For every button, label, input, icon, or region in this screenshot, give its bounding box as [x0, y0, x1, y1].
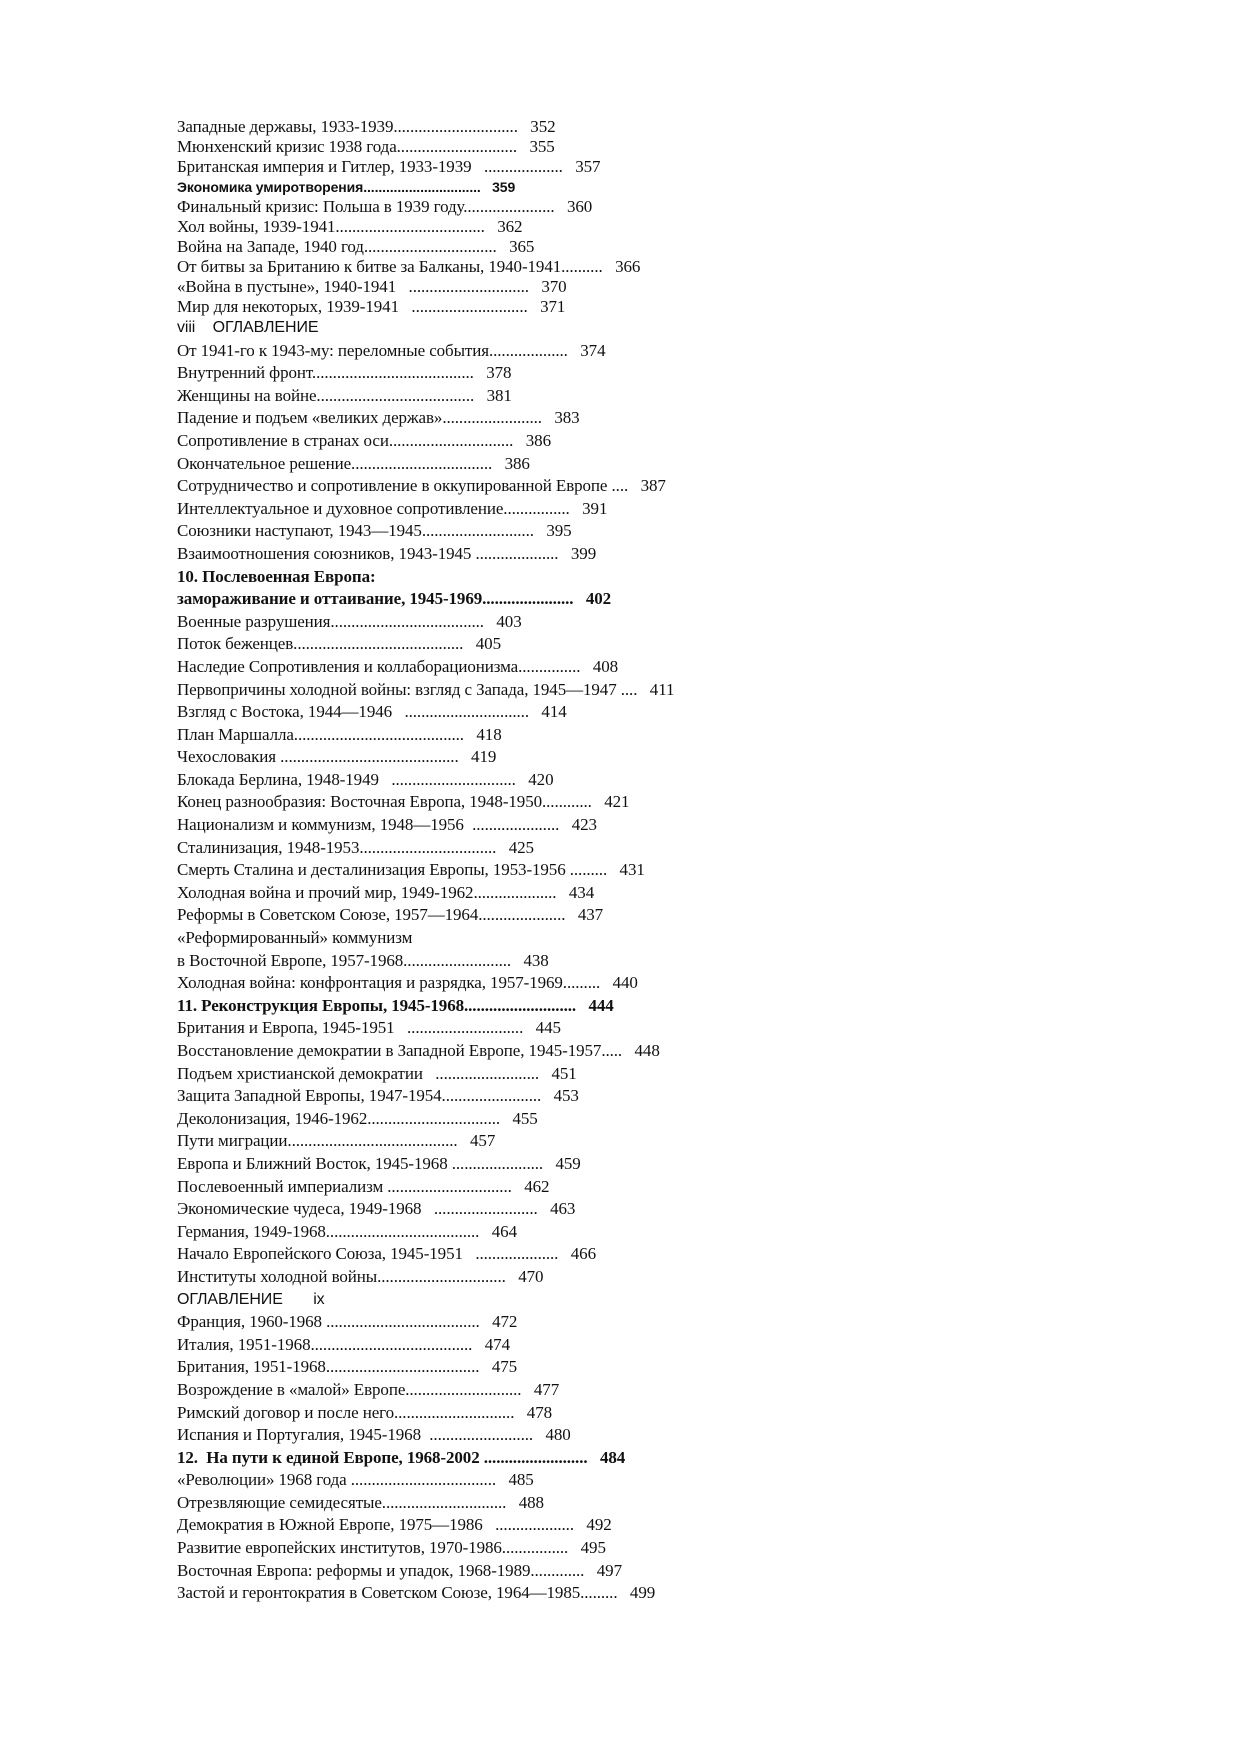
toc-entry: Римский договор и после него............................. 478 — [177, 1402, 553, 1422]
toc-entry: Пути миграции......................................... 457 — [177, 1131, 496, 1151]
toc-entry: Окончательное решение.................................. 386 — [177, 453, 530, 473]
toc-entry: Смерть Сталина и десталинизация Европы, 1953-1956 ......... 431 — [177, 860, 645, 880]
toc-entry: Первопричины холодной войны: взгляд с Запада, 1945—1947 .... 411 — [177, 679, 675, 699]
toc-entry: Британия и Европа, 1945-1951 ............................ 445 — [177, 1018, 561, 1038]
toc-entry: Европа и Ближний Восток, 1945-1968 ...................... 459 — [177, 1153, 581, 1173]
toc-entry: Экономические чудеса, 1949-1968 ......................... 463 — [177, 1199, 576, 1219]
toc-entry: Наследие Сопротивления и коллаборационизма............... 408 — [177, 656, 619, 676]
toc-entry: viii ОГЛАВЛЕНИЕ — [177, 319, 319, 336]
toc-entry: Женщины на войне...................................... 381 — [177, 385, 512, 405]
toc-entry: Союзники наступают, 1943—1945........................... 395 — [177, 521, 572, 541]
toc-entry: Экономика умиротворения............................... 359 — [177, 179, 516, 195]
toc-entry: 11. Реконструкция Европы, 1945-1968........................... 444 — [177, 995, 614, 1015]
toc-entry: «Война в пустыне», 1940-1941 ............................. 370 — [177, 277, 567, 296]
toc-entry: Поток беженцев......................................... 405 — [177, 634, 501, 654]
toc-entry: Институты холодной войны............................... 470 — [177, 1266, 544, 1286]
toc-entry: «Реформированный» коммунизм — [177, 928, 413, 948]
toc-entry: Восстановление демократии в Западной Европе, 1945-1957..... 448 — [177, 1041, 660, 1060]
toc-entry: Отрезвляющие семидесятые.............................. 488 — [177, 1492, 544, 1512]
toc-entry: Возрождение в «малой» Европе............................ 477 — [177, 1379, 560, 1399]
toc-entry: в Восточной Европе, 1957-1968.......................... 438 — [177, 950, 549, 970]
toc-entry: От битвы за Британию к битве за Балканы, 1940-1941.......... 366 — [177, 257, 641, 276]
toc-entry: «Революции» 1968 года ................................... 485 — [177, 1470, 534, 1490]
toc-entry: Холодная война и прочий мир, 1949-1962.................... 434 — [177, 882, 595, 902]
toc-entry: Падение и подъем «великих держав»........................ 383 — [177, 408, 580, 428]
toc-entry: Застой и геронтократия в Советском Союзе, 1964—1985......... 499 — [177, 1583, 656, 1603]
toc-entry: Подъем христианской демократии ......................... 451 — [177, 1063, 577, 1083]
toc-entry: От 1941-го к 1943-му: переломные события................... 374 — [177, 340, 606, 360]
toc-entry: замораживание и оттаивание, 1945-1969...................... 402 — [177, 589, 612, 609]
toc-entry: Чехословакия ........................................... 419 — [177, 747, 497, 767]
table-of-contents — [177, 117, 1177, 1605]
toc-entry: Конец разнообразия: Восточная Европа, 1948-1950............ 421 — [177, 792, 630, 812]
toc-entry: Взаимоотношения союзников, 1943-1945 .................... 399 — [177, 543, 597, 563]
toc-entry: Британия, 1951-1968..................................... 475 — [177, 1357, 518, 1377]
toc-entry: Развитие европейских институтов, 1970-1986................ 495 — [177, 1538, 606, 1558]
toc-entry: Сталинизация, 1948-1953................................. 425 — [177, 837, 534, 857]
toc-entry: Интеллектуальное и духовное сопротивление................ 391 — [177, 498, 608, 518]
toc-entry: Деколонизация, 1946-1962................................ 455 — [177, 1108, 538, 1128]
toc-entry: Блокада Берлина, 1948-1949 .............................. 420 — [177, 769, 554, 789]
toc-entry: Военные разрушения..................................... 403 — [177, 611, 522, 631]
toc-entry: Начало Европейского Союза, 1945-1951 .................... 466 — [177, 1244, 596, 1264]
toc-entry: Реформы в Советском Союзе, 1957—1964..................... 437 — [177, 905, 604, 925]
toc-entry: Холодная война: конфронтация и разрядка, 1957-1969......... 440 — [177, 973, 638, 993]
toc-entry: Франция, 1960-1968 ..................................... 472 — [177, 1312, 518, 1332]
toc-entry: 12. На пути к единой Европе, 1968-2002 ......................... 484 — [177, 1447, 626, 1467]
toc-entry: Национализм и коммунизм, 1948—1956 ..................... 423 — [177, 815, 597, 835]
toc-entry: Западные державы, 1933-1939.............................. 352 — [177, 117, 556, 136]
toc-entry: Сопротивление в странах оси.............................. 386 — [177, 430, 551, 450]
toc-entry: Финальный кризис: Польша в 1939 году...................... 360 — [177, 197, 593, 216]
toc-entry: 10. Послевоенная Европа: — [177, 566, 376, 586]
toc-entry: Мир для некоторых, 1939-1941 ............................ 371 — [177, 297, 566, 316]
toc-entry: Война на Западе, 1940 год................................ 365 — [177, 237, 535, 256]
toc-entry: Защита Западной Европы, 1947-1954........................ 453 — [177, 1086, 579, 1106]
toc-entry: Мюнхенский кризис 1938 года............................. 355 — [177, 137, 555, 156]
toc-entry: Германия, 1949-1968..................................... 464 — [177, 1221, 517, 1241]
toc-entry: Испания и Португалия, 1945-1968 ......................... 480 — [177, 1425, 571, 1445]
toc-entry: ОГЛАВЛЕНИЕ ix — [177, 1290, 325, 1308]
toc-entry: Италия, 1951-1968....................................... 474 — [177, 1334, 510, 1354]
toc-entry: План Маршалла......................................... 418 — [177, 724, 502, 744]
toc-entry: Сотрудничество и сопротивление в оккупированной Европе .... 387 — [177, 476, 666, 496]
toc-entry: Демократия в Южной Европе, 1975—1986 ................... 492 — [177, 1515, 612, 1535]
toc-entry: Послевоенный империализм .............................. 462 — [177, 1176, 550, 1196]
toc-entry: Внутренний фронт....................................... 378 — [177, 363, 512, 383]
toc-entry: Британская империя и Гитлер, 1933-1939 ................... 357 — [177, 157, 601, 176]
toc-entry: Взгляд с Востока, 1944—1946 .............................. 414 — [177, 702, 567, 722]
toc-entry: Хол войны, 1939-1941.................................... 362 — [177, 217, 523, 236]
toc-entry: Восточная Европа: реформы и упадок, 1968-1989............. 497 — [177, 1560, 622, 1580]
